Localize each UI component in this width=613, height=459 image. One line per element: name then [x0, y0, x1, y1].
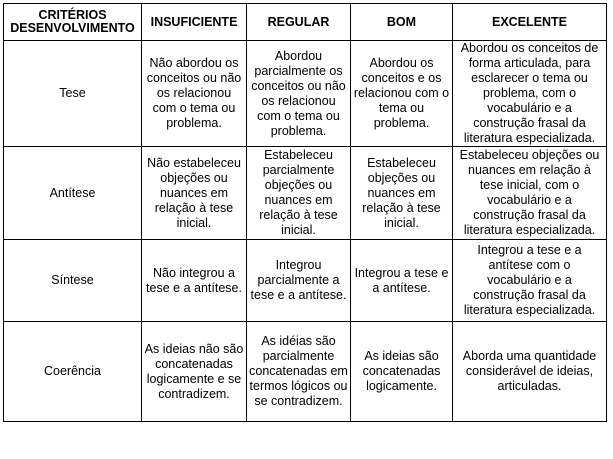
header-row [4, 4, 607, 41]
regular-cell: Estabeleceu parcialmente objeções ou nuances em relação à tese inicial. [247, 147, 351, 240]
criterion-cell: Tese [4, 41, 142, 147]
header-criterios-line2: DESENVOLVIMENTO [10, 21, 135, 35]
criterion-cell: Síntese [4, 240, 142, 322]
bom-cell: Integrou a tese e a antítese. [351, 240, 453, 322]
table-row [4, 147, 607, 240]
bom-cell: Estabeleceu objeções ou nuances em relação à tese inicial. [351, 147, 453, 240]
insuficiente-cell: Não integrou a tese e a antítese. [142, 240, 247, 322]
regular-cell: As idéias são parcialmente concatenadas em termos lógicos ou se contradizem. [247, 322, 351, 422]
table-row [4, 240, 607, 322]
insuficiente-cell: Não estabeleceu objeções ou nuances em relação à tese inicial. [142, 147, 247, 240]
bom-cell: Abordou os conceitos e os relacionou com o tema ou problema. [351, 41, 453, 147]
header-excelente: EXCELENTE [453, 4, 607, 41]
insuficiente-cell: Não abordou os conceitos ou não os relacionou com o tema ou problema. [142, 41, 247, 147]
header-criterios [4, 4, 142, 41]
insuficiente-cell: As ideias não são concatenadas logicamente e se contradizem. [142, 322, 247, 422]
regular-cell: Abordou parcialmente os conceitos ou não os relacionou com o tema ou problema. [247, 41, 351, 147]
header-regular: REGULAR [247, 4, 351, 41]
excelente-cell: Integrou a tese e a antítese com o vocabulário e a construção frasal da literatura especializada. [453, 240, 607, 322]
table-row [4, 41, 607, 147]
header-bom: BOM [351, 4, 453, 41]
header-insuficiente: INSUFICIENTE [142, 4, 247, 41]
table-row [4, 322, 607, 422]
criterion-cell: Antítese [4, 147, 142, 240]
excelente-cell: Abordou os conceitos de forma articulada, para esclarecer o tema ou problema, com o vocabulário e a construção frasal da literatura especializada. [453, 41, 607, 147]
excelente-cell: Aborda uma quantidade considerável de ideias, articuladas. [453, 322, 607, 422]
rubric-table [3, 3, 607, 422]
criterion-cell: Coerência [4, 322, 142, 422]
regular-cell: Integrou parcialmente a tese e a antítese. [247, 240, 351, 322]
header-criterios-line1: CRITÉRIOS [38, 8, 107, 22]
bom-cell: As ideias são concatenadas logicamente. [351, 322, 453, 422]
excelente-cell: Estabeleceu objeções ou nuances em relação à tese inicial, com o vocabulário e a construção frasal da literatura especializada. [453, 147, 607, 240]
